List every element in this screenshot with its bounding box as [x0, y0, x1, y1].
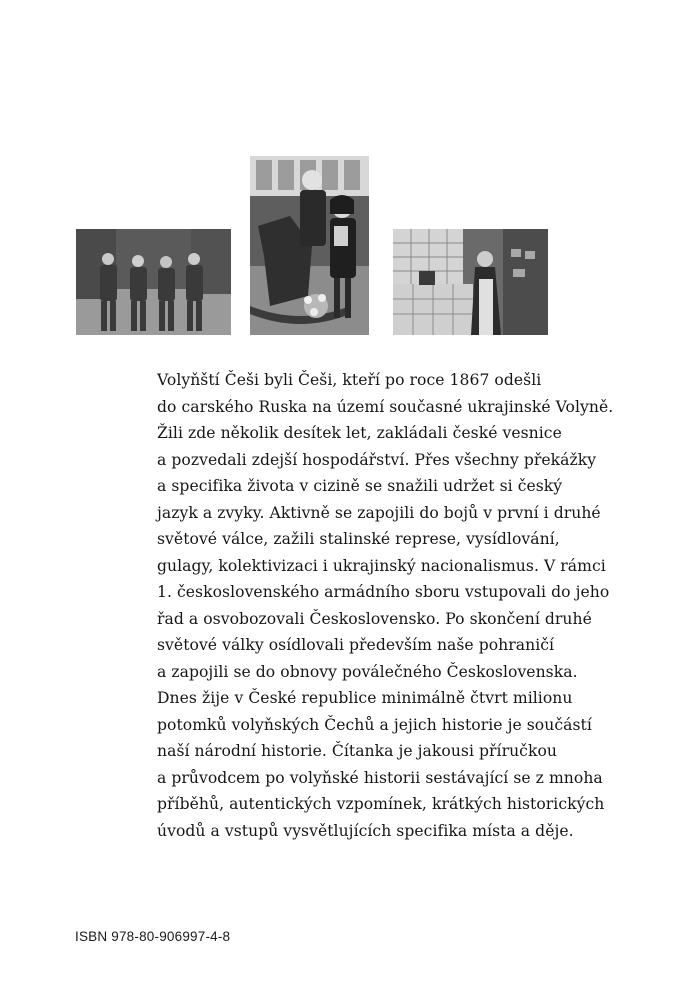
- blurb-line: Žili zde několik desítek let, zakládali české vesnice: [157, 424, 562, 442]
- blurb-line: Volyňští Češi byli Češi, kteří po roce 1867 odešli: [157, 371, 542, 389]
- blurb-line: úvodů a vstupů vysvětlujících specifika místa a děje.: [157, 821, 574, 840]
- blurb-line: řad a osvobozovali Československo. Po skončení druhé: [157, 609, 592, 628]
- blurb-line: Dnes žije v České republice minimálně čtvrt milionu: [157, 689, 573, 707]
- blurb-line: gulagy, kolektivizaci i ukrajinský nacionalismus. V rámci: [157, 556, 606, 575]
- blurb-line: naší národní historie. Čítanka je jakousi příručkou: [157, 742, 557, 760]
- blurb-line: 1. československého armádního sboru vstupovali do jeho: [157, 583, 610, 601]
- blurb-line: do carského Ruska na území současné ukrajinské Volyně.: [157, 397, 614, 416]
- blurb-line: příběhů, autentických vzpomínek, krátkých historických: [157, 795, 605, 813]
- group-of-four-soldiers-photo: [76, 229, 231, 335]
- blurb-line: a specifika života v cizině se snažili udržet si český: [157, 477, 563, 495]
- blurb-line: a zapojili se do obnovy poválečného Československa.: [157, 662, 578, 681]
- blurb-line: a pozvedali zdejší hospodářství. Přes všechny překážky: [157, 450, 597, 469]
- blurb-line: potomků volyňských Čechů a jejich historie je součástí: [157, 715, 592, 734]
- blurb-line: světové války osídlovali především naše pohraničí: [157, 636, 555, 654]
- isbn-label: ISBN 978-80-906997-4-8: [75, 929, 231, 944]
- back-cover-blurb: [157, 367, 627, 844]
- children-with-rocking-horse-photo: [250, 156, 369, 335]
- blurb-line: jazyk a zvyky. Aktivně se zapojili do bojů v první i druhé: [157, 503, 601, 522]
- woman-at-kitchen-stove-photo: [393, 229, 548, 335]
- blurb-line: světové válce, zažili stalinské represe, vysídlování,: [157, 530, 560, 548]
- blurb-line: a průvodcem po volyňské historii sestávající se z mnoha: [157, 768, 603, 787]
